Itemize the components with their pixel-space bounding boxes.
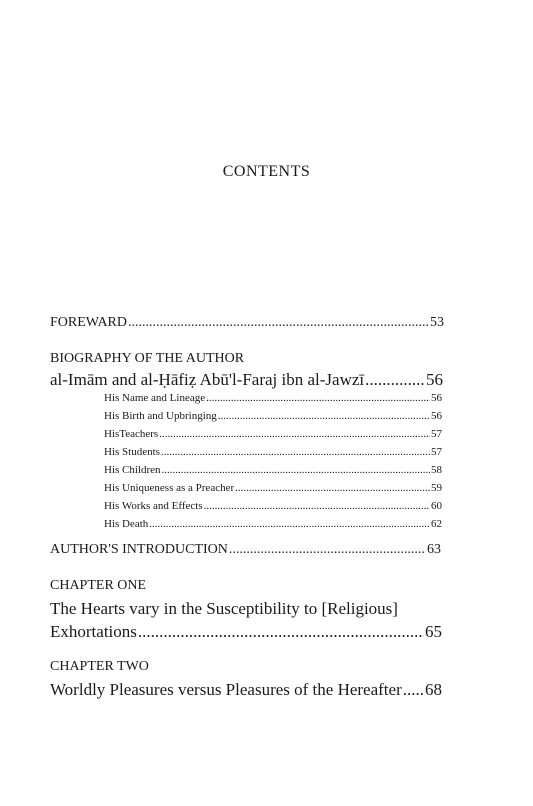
toc-entry-label: His Name and Lineage <box>104 392 206 404</box>
toc-entry-label: HisTeachers <box>104 428 159 440</box>
toc-entry-label: His Uniqueness as a Preacher <box>104 482 235 494</box>
toc-subentry[interactable] <box>104 500 442 512</box>
toc-entry-chapter-two[interactable] <box>50 680 442 700</box>
dot-leader <box>403 681 424 698</box>
toc-subentry[interactable] <box>104 518 442 530</box>
toc-entry-label: al-Imām and al-Ḥāfiẓ Abū'l-Faraj ibn al-Jawzī <box>50 370 365 389</box>
dot-leader <box>162 465 430 476</box>
toc-page-number: 56 <box>431 410 442 422</box>
toc-subentry[interactable] <box>104 464 442 476</box>
toc-subentry[interactable] <box>104 428 442 440</box>
toc-page-number: 57 <box>431 428 442 440</box>
toc-entry-label: His Birth and Upbringing <box>104 410 217 422</box>
toc-page-number: 68 <box>425 680 442 699</box>
dot-leader <box>149 519 430 530</box>
toc-page-number: 60 <box>431 500 442 512</box>
toc-entry-label: Worldly Pleasures versus Pleasures of the Hereafter <box>50 680 402 699</box>
dot-leader <box>206 393 430 404</box>
toc-entry-label: His Death <box>104 518 149 530</box>
toc-entry-label: His Works and Effects <box>104 500 203 512</box>
toc-entry-label: AUTHOR'S INTRODUCTION <box>50 542 228 557</box>
dot-leader <box>204 501 430 512</box>
toc-entry-introduction[interactable] <box>50 542 441 558</box>
toc-subentry[interactable] <box>104 410 442 422</box>
toc-page-number: 53 <box>430 315 444 330</box>
chapter-one-title-line: The Hearts vary in the Susceptibility to [Religious] <box>50 599 398 618</box>
dot-leader <box>218 411 430 422</box>
toc-subentry[interactable] <box>104 392 442 404</box>
toc-page-number: 63 <box>427 542 441 557</box>
toc-page-number: 56 <box>431 392 442 404</box>
dot-leader <box>235 483 430 494</box>
toc-subentry[interactable] <box>104 482 442 494</box>
toc-page-number: 62 <box>431 518 442 530</box>
chapter-heading-two: CHAPTER TWO <box>50 659 149 674</box>
toc-page-number: 59 <box>431 482 442 494</box>
section-heading-biography: BIOGRAPHY OF THE AUTHOR <box>50 351 245 366</box>
toc-entry-biography-main[interactable] <box>50 370 443 390</box>
toc-page-number: 58 <box>431 464 442 476</box>
toc-page-number: 56 <box>426 370 443 389</box>
chapter-heading-one: CHAPTER ONE <box>50 578 147 593</box>
toc-entry-chapter-one[interactable] <box>50 622 442 642</box>
toc-page-number: 57 <box>431 446 442 458</box>
toc-entry-label: FOREWARD <box>50 315 128 330</box>
dot-leader <box>159 429 430 440</box>
toc-entry-label: Exhortations <box>50 622 137 641</box>
toc-page-number: 65 <box>425 622 442 641</box>
toc-entry-label: His Children <box>104 464 161 476</box>
page-title: CONTENTS <box>222 163 311 180</box>
dot-leader <box>138 623 424 640</box>
dot-leader <box>161 447 430 458</box>
dot-leader <box>128 316 429 330</box>
toc-entry-label: His Students <box>104 446 160 458</box>
toc-entry-foreward[interactable] <box>50 315 444 331</box>
toc-subentry[interactable] <box>104 446 442 458</box>
dot-leader <box>229 543 426 557</box>
dot-leader <box>365 371 425 388</box>
